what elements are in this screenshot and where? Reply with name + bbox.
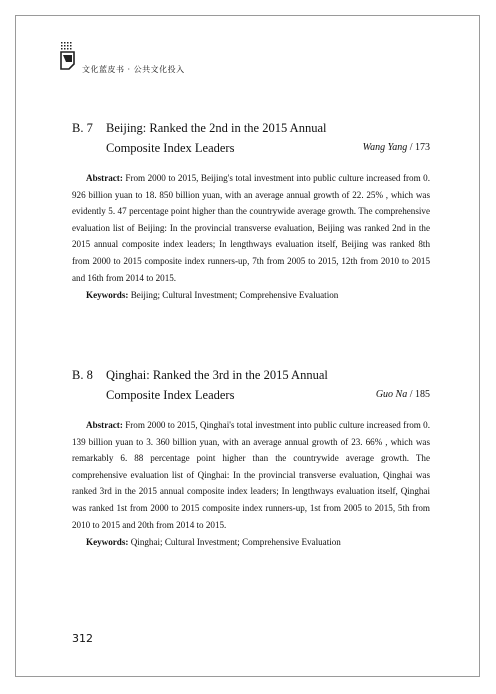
- keywords: [72, 534, 430, 550]
- abstract: [72, 417, 430, 533]
- author-page-ref: [363, 138, 430, 158]
- entry-title: [72, 365, 430, 405]
- series-header: 文化蓝皮书 · 公共文化投入: [82, 65, 185, 74]
- author-name: Guo Na: [375, 389, 408, 400]
- entry-title-line1: Qinghai: Ranked the 3rd in the 2015 Annual: [106, 368, 328, 382]
- author-page-ref: [376, 385, 430, 405]
- keywords-label: Keywords:: [86, 290, 129, 301]
- entry-number: B. 7: [72, 121, 93, 135]
- abstract-text: From 2000 to 2015, Qinghai's total investment into public culture increased from 0. 139 billion yuan to 3. 360 billion yuan, with an average annual growth of 23. 66% , which was remarkably 6. 88 percentage point higher than the countrywide average growth. The comprehensive evaluation list of Qinghai: In the provincial transverse evaluation, Qinghai was ranked 3rd in the 2015 annual composite index leaders; In lengthways evaluation itself, Qinghai was ranked 1st from 2000 to 2015 composite index runners-up, 1st from 2005 to 2015, 5th from 2010 to 2015 and 20th from 2014 to 2015.: [72, 420, 430, 530]
- abstract-label: Abstract:: [86, 173, 123, 183]
- entry-b8: [72, 365, 430, 550]
- entry-title-line2: Composite Index Leaders: [106, 141, 235, 155]
- page-number: 312: [72, 632, 93, 645]
- keywords: [72, 287, 430, 303]
- entry-title: [72, 118, 430, 158]
- entry-b7: [72, 118, 430, 303]
- page-frame: [15, 15, 480, 677]
- keywords-text: Qinghai; Cultural Investment; Comprehensive Evaluation: [130, 537, 341, 548]
- entry-number: B. 8: [72, 368, 93, 382]
- entry-title-line2: Composite Index Leaders: [106, 388, 235, 402]
- page-reference: / 173: [409, 142, 430, 153]
- keywords-label: Keywords:: [86, 537, 129, 548]
- book-logo-icon: [60, 42, 78, 72]
- author-name: Wang Yang: [362, 142, 408, 153]
- entry-title-line1: Beijing: Ranked the 2nd in the 2015 Annual: [106, 121, 327, 135]
- keywords-text: Beijing; Cultural Investment; Comprehensive Evaluation: [130, 290, 339, 301]
- page-reference: / 185: [409, 389, 430, 400]
- abstract: [72, 170, 430, 286]
- abstract-label: Abstract:: [86, 420, 123, 430]
- abstract-text: From 2000 to 2015, Beijing's total investment into public culture increased from 0. 926 billion yuan to 18. 850 billion yuan, with an average annual growth of 22. 25% , which was evidently 5. 47 percentage point higher than the countrywide average growth. The comprehensive evaluation list of Beijing: In the provincial transverse evaluation, Beijing was ranked 2nd in the 2015 annual composite index leaders; In lengthways evaluation itself, Beijing was ranked 8th from 2000 to 2015 composite index runners-up, 7th from 2005 to 2015, 12th from 2010 to 2015 and 16th from 2014 to 2015.: [72, 173, 431, 283]
